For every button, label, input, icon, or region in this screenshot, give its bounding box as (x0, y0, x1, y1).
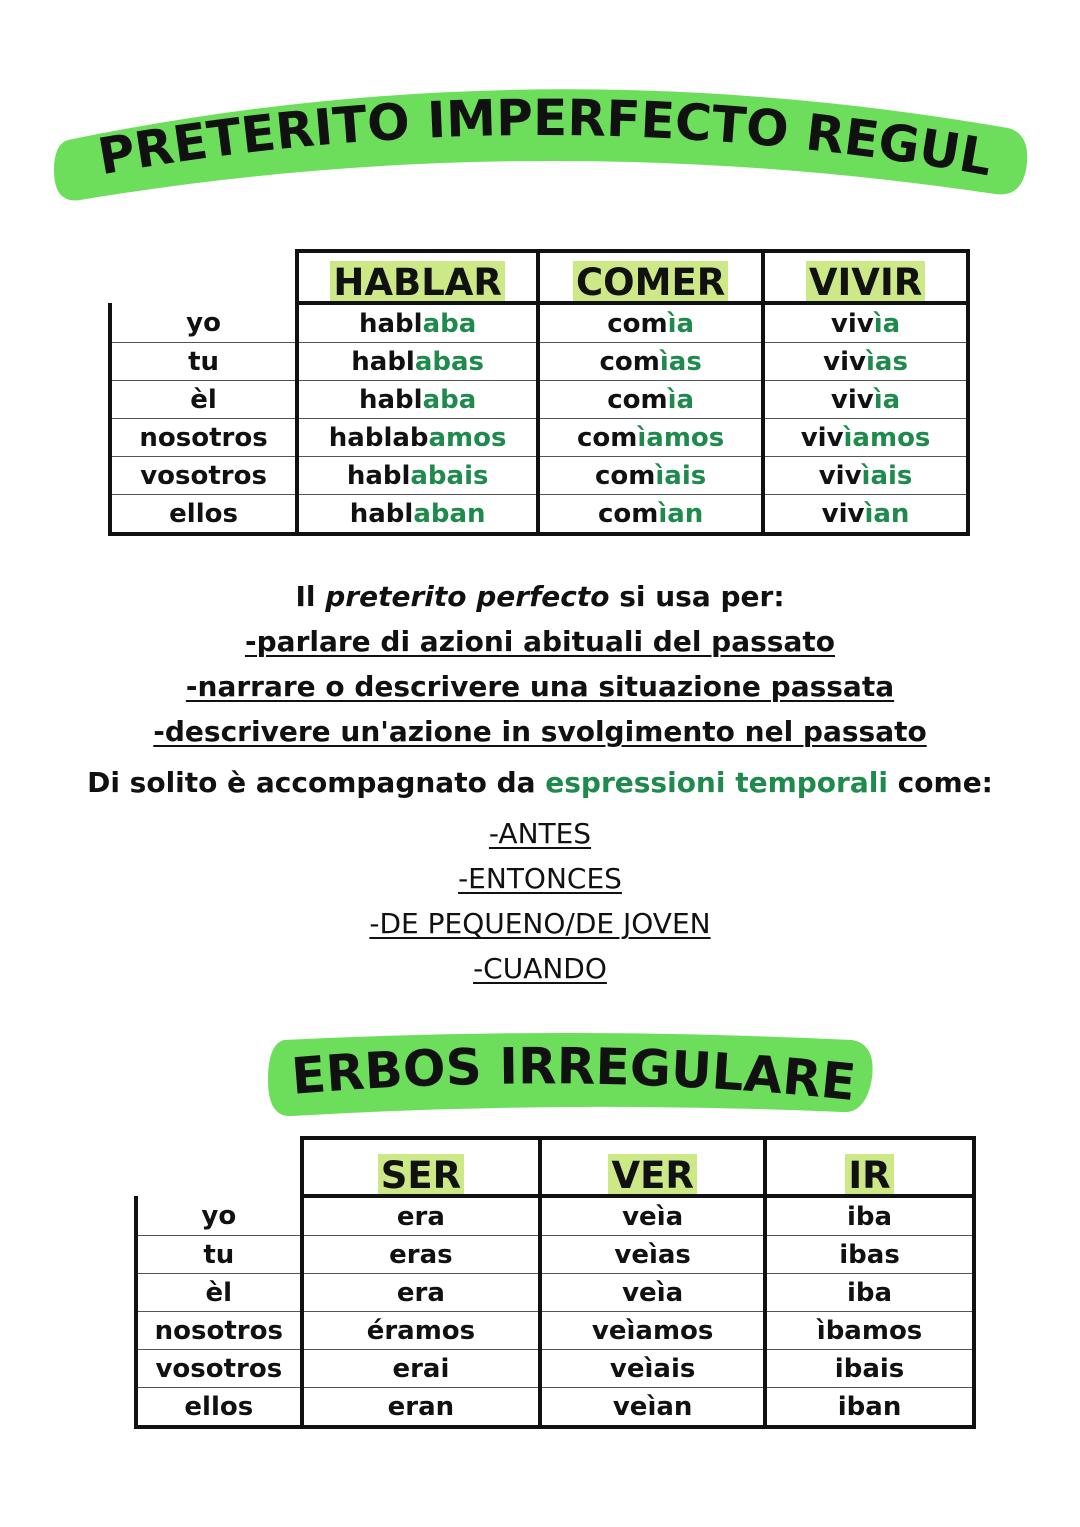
pronoun: yo (110, 303, 297, 343)
conjugation-cell (763, 303, 968, 343)
verb-header (538, 251, 763, 303)
conjugation-cell: era (302, 1274, 541, 1312)
pronoun: èl (136, 1274, 302, 1312)
verb-stem: habl (351, 346, 415, 377)
table-row (136, 1312, 974, 1350)
regular-conjugation-table (108, 249, 970, 536)
table-row (110, 419, 968, 457)
verb-ending: ìa (873, 308, 901, 339)
time-expressions-list (0, 811, 1080, 991)
accompanied-sentence: Di solito è accompagnato da espressioni temporali come: (87, 766, 993, 799)
conjugation-cell (763, 419, 968, 457)
verb-header-label: SER (378, 1154, 464, 1194)
verb-ending: abas (414, 346, 485, 377)
pronoun: tu (136, 1236, 302, 1274)
verb-ending: ìa (667, 308, 695, 339)
verb-stem: hablab (328, 422, 429, 453)
verb-stem: viv (818, 460, 862, 491)
header-row (110, 251, 968, 303)
verb-header (763, 251, 968, 303)
verb-stem: com (607, 384, 668, 415)
conjugation-cell (763, 381, 968, 419)
conjugation-cell (538, 381, 763, 419)
conjugation-cell: iba (765, 1274, 974, 1312)
usage-section (0, 574, 1080, 754)
verb-ending: amos (428, 422, 507, 453)
verb-header (765, 1138, 974, 1196)
conjugation-cell: veìamos (540, 1312, 765, 1350)
conjugation-cell (297, 303, 538, 343)
verb-header-label: VIVIR (806, 261, 925, 301)
table-row (110, 457, 968, 495)
conjugation-cell (538, 457, 763, 495)
table-row (136, 1350, 974, 1388)
pronoun: vosotros (110, 457, 297, 495)
conjugation-cell (297, 419, 538, 457)
verb-stem: viv (800, 422, 844, 453)
verb-stem: habl (359, 384, 423, 415)
usage-item: -narrare o descrivere una situazione passata (185, 670, 895, 703)
verb-stem: com (577, 422, 638, 453)
empty-corner (136, 1138, 302, 1196)
title-irregular-text: VERBOS IRREGULARES (242, 984, 859, 1113)
verb-stem: com (595, 460, 656, 491)
time-expression: -DE PEQUENO/DE JOVEN (369, 907, 711, 940)
title-banner-irregular (242, 984, 882, 1125)
conjugation-cell: eras (302, 1236, 541, 1274)
empty-corner (110, 251, 297, 303)
time-expression: -ENTONCES (458, 862, 622, 895)
verb-ending: aba (422, 384, 477, 415)
verb-ending: aba (422, 308, 477, 339)
conjugation-cell: eran (302, 1388, 541, 1428)
verb-stem: viv (821, 498, 865, 529)
pronoun: èl (110, 381, 297, 419)
verb-ending: ìas (659, 346, 702, 377)
conjugation-cell: veìais (540, 1350, 765, 1388)
pronoun: nosotros (110, 419, 297, 457)
pronoun: vosotros (136, 1350, 302, 1388)
verb-ending: ìan (658, 498, 704, 529)
verb-stem: viv (823, 346, 866, 377)
verb-ending: aban (413, 498, 486, 529)
pronoun: yo (136, 1196, 302, 1236)
title-regular-text: EL PRETERITO IMPERFECTO REGULAR (20, 24, 997, 190)
usage-item: -parlare di azioni abituali del passato (245, 625, 835, 658)
conjugation-cell: veìas (540, 1236, 765, 1274)
conjugation-cell (763, 495, 968, 535)
table-row (136, 1388, 974, 1428)
verb-ending: ìamos (843, 422, 931, 453)
verb-header (302, 1138, 541, 1196)
irregular-conjugation-table (134, 1136, 976, 1429)
conjugation-cell (297, 495, 538, 535)
conjugation-cell (297, 381, 538, 419)
verb-stem: com (597, 498, 659, 529)
conjugation-cell (763, 343, 968, 381)
verb-stem: habl (349, 498, 414, 529)
title-banner-regular (20, 24, 1040, 210)
table-row (110, 381, 968, 419)
table-row (110, 495, 968, 535)
table-row (110, 303, 968, 343)
conjugation-cell: éramos (302, 1312, 541, 1350)
verb-header (297, 251, 538, 303)
conjugation-cell: iban (765, 1388, 974, 1428)
time-expression: -ANTES (488, 817, 592, 850)
verb-stem: habl (346, 460, 411, 491)
table-row (136, 1274, 974, 1312)
table-row (136, 1196, 974, 1236)
verb-ending: ìas (865, 346, 908, 377)
conjugation-cell: erai (302, 1350, 541, 1388)
conjugation-cell: era (302, 1196, 541, 1236)
pronoun: tu (110, 343, 297, 381)
verb-stem: viv (830, 308, 874, 339)
conjugation-cell (538, 303, 763, 343)
header-row (136, 1138, 974, 1196)
verb-stem: com (599, 346, 660, 377)
conjugation-cell: veìan (540, 1388, 765, 1428)
conjugation-cell (538, 419, 763, 457)
conjugation-cell (297, 343, 538, 381)
conjugation-cell (297, 457, 538, 495)
conjugation-cell: ibas (765, 1236, 974, 1274)
verb-ending: ìan (864, 498, 910, 529)
conjugation-cell (763, 457, 968, 495)
verb-ending: ìa (873, 384, 901, 415)
verb-header-label: COMER (573, 261, 728, 301)
verb-ending: abais (410, 460, 489, 491)
verb-header-label: IR (845, 1154, 893, 1194)
verb-header-label: VER (608, 1154, 696, 1194)
usage-intro: Il preterito perfecto si usa per: (295, 580, 785, 613)
usage-item: -descrivere un'azione in svolgimento nel passato (153, 715, 927, 748)
verb-ending: ìa (667, 384, 695, 415)
conjugation-cell: veìa (540, 1196, 765, 1236)
pronoun: ellos (110, 495, 297, 535)
verb-ending: ìamos (637, 422, 725, 453)
conjugation-cell: iba (765, 1196, 974, 1236)
verb-header (540, 1138, 765, 1196)
conjugation-cell (538, 343, 763, 381)
table-row (136, 1236, 974, 1274)
conjugation-cell: veìa (540, 1274, 765, 1312)
verb-stem: habl (359, 308, 423, 339)
conjugation-cell: ìbamos (765, 1312, 974, 1350)
time-expression: -CUANDO (473, 952, 607, 985)
verb-stem: viv (830, 384, 874, 415)
conjugation-cell (538, 495, 763, 535)
pronoun: nosotros (136, 1312, 302, 1350)
verb-ending: ìais (655, 460, 707, 491)
verb-header-label: HABLAR (330, 261, 505, 301)
pronoun: ellos (136, 1388, 302, 1428)
verb-ending: ìais (861, 460, 913, 491)
conjugation-cell: ibais (765, 1350, 974, 1388)
table-row (110, 343, 968, 381)
verb-stem: com (607, 308, 668, 339)
